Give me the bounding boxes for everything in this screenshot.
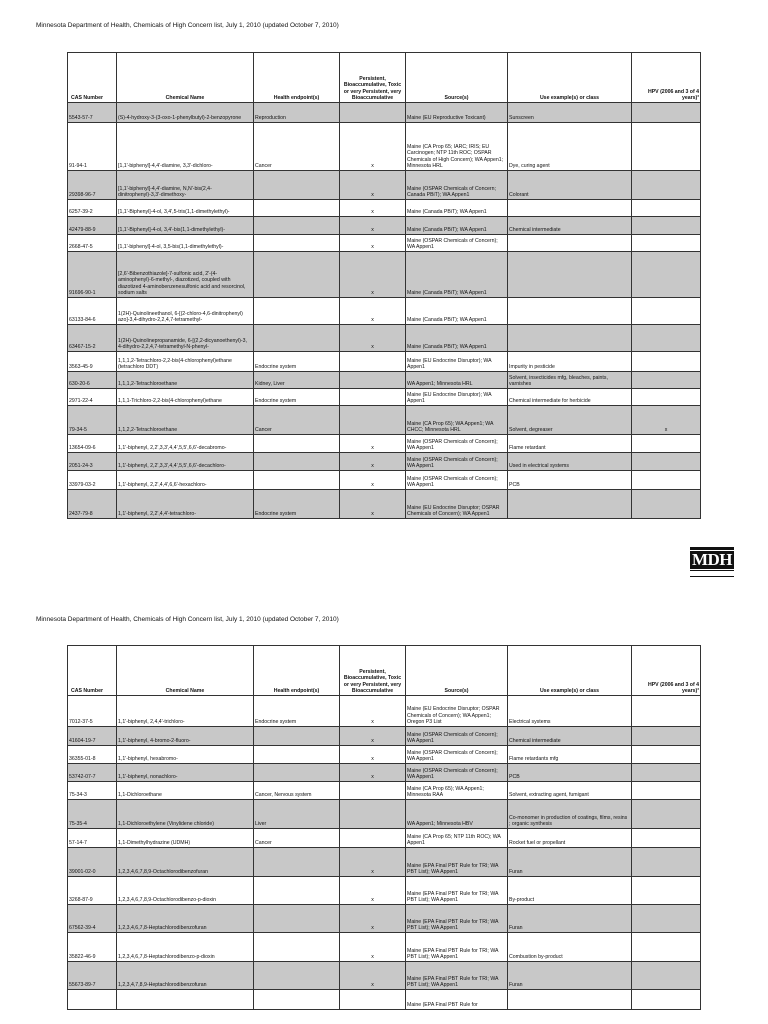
col-sources: Source(s) xyxy=(406,53,508,103)
cell-use-example: Colorant xyxy=(508,171,632,200)
cell-hpv-flag xyxy=(632,696,701,727)
cell-chemical-name: [1,1'-Biphenyl]-4-ol, 3,4',5-tris(1,1-dimethylethyl)- xyxy=(117,200,254,217)
table-row xyxy=(68,696,701,727)
cell-chemical-name: 1,1,2,2-Tetrachloroethane xyxy=(117,406,254,435)
cell-cas-number: 63467-15-2 xyxy=(68,325,117,352)
cell-chemical-name: [2,6'-Bibenzothiazole]-7-sulfonic acid, 2'-(4-aminophenyl)-6-methyl-, diazotized, coupled with diazotized 4-aminobenzenesulfonic acid and resorcinol, sodium salts xyxy=(117,252,254,298)
cell-use-example xyxy=(508,990,632,1010)
cell-cas-number: 42479-88-9 xyxy=(68,217,117,235)
cell-use-example: PCB xyxy=(508,764,632,782)
cell-cas-number: 79-34-5 xyxy=(68,406,117,435)
cell-use-example: PCB xyxy=(508,471,632,490)
cell-hpv-flag xyxy=(632,352,701,372)
cell-pbt-flag: x xyxy=(340,453,406,471)
cell-sources: Maine (EU Endocrine Disruptor); WA Appen1 xyxy=(406,389,508,406)
col-hpv: HPV (2006 and 3 of 4 years)³ xyxy=(632,646,701,696)
cell-health-endpoint xyxy=(254,435,340,453)
cell-sources: WA Appen1; Minnesota HBV xyxy=(406,800,508,829)
cell-health-endpoint xyxy=(254,298,340,325)
cell-hpv-flag xyxy=(632,962,701,990)
cell-chemical-name: (S)-4-hydroxy-3-(3-oxo-1-phenylbutyl)-2-benzopyrone xyxy=(117,103,254,123)
col-sources: Source(s) xyxy=(406,646,508,696)
cell-health-endpoint xyxy=(254,905,340,933)
cell-health-endpoint: Kidney, Liver xyxy=(254,372,340,389)
cell-chemical-name: 1,1,1,2-Tetrachloroethane xyxy=(117,372,254,389)
cell-chemical-name: 1,1'-biphenyl, 2,2',4,4'-tetrachloro- xyxy=(117,490,254,519)
cell-pbt-flag: x xyxy=(340,746,406,764)
cell-use-example: Furan xyxy=(508,962,632,990)
cell-use-example: Flame retardant xyxy=(508,435,632,453)
cell-health-endpoint: Endocrine system xyxy=(254,490,340,519)
cell-use-example: Co-monomer in production of coatings, films, resins ; organic synthesis xyxy=(508,800,632,829)
cell-sources: Maine (OSPAR Chemicals of Concern); WA Appen1 xyxy=(406,764,508,782)
cell-health-endpoint xyxy=(254,252,340,298)
table-row xyxy=(68,471,701,490)
table-row xyxy=(68,933,701,962)
cell-sources: Maine (EU Endocrine Disruptor; OSPAR Chemicals of Concern); WA Appen1 xyxy=(406,490,508,519)
cell-cas-number: 2051-24-3 xyxy=(68,453,117,471)
cell-sources: Maine (CA Prop 65); WA Appen1; Minnesota RAA xyxy=(406,782,508,800)
cell-hpv-flag xyxy=(632,829,701,848)
cell-use-example: Chemical intermediate for herbicide xyxy=(508,389,632,406)
cell-chemical-name: 1,1,1-Trichloro-2,2-bis(4-chlorophenyl)ethane xyxy=(117,389,254,406)
cell-use-example: Solvent, degreaser xyxy=(508,406,632,435)
cell-pbt-flag xyxy=(340,406,406,435)
cell-cas-number: 91-94-1 xyxy=(68,123,117,171)
cell-chemical-name: 1,1'-biphenyl, 4-bromo-2-fluoro- xyxy=(117,727,254,746)
cell-hpv-flag xyxy=(632,905,701,933)
cell-pbt-flag: x xyxy=(340,171,406,200)
table-row xyxy=(68,962,701,990)
table-row xyxy=(68,235,701,252)
cell-cas-number: 35822-46-9 xyxy=(68,933,117,962)
cell-hpv-flag xyxy=(632,171,701,200)
cell-sources: Maine (Canada PBiT); WA Appen1 xyxy=(406,325,508,352)
cell-cas-number: 91696-90-1 xyxy=(68,252,117,298)
logo-subline xyxy=(690,570,734,577)
col-use-examples: Use example(s) or class xyxy=(508,53,632,103)
cell-chemical-name: 1(2H)-Quinolinepropanamide, 6-[(2,2-dicyanoethenyl)-3, 4-dihydro-2,2,4,7-tetramethyl-N-phenyl- xyxy=(117,325,254,352)
cell-sources: Maine (CA Prop 65; IARC; IRIS; EU Carcinogen; NTP 11th ROC; OSPAR Chemicals of High Concern); WA Appen1; Minnesota HRL xyxy=(406,123,508,171)
table-header-row xyxy=(68,646,701,696)
page2-header: Minnesota Department of Health, Chemicals of High Concern list, July 1, 2010 (updated October 7, 2010) xyxy=(36,616,339,623)
cell-sources: Maine (OSPAR Chemicals of Concern); WA Appen1 xyxy=(406,471,508,490)
cell-use-example: Impurity in pesticide xyxy=(508,352,632,372)
page2-table xyxy=(67,645,701,1010)
cell-hpv-flag: x xyxy=(632,406,701,435)
cell-pbt-flag: x xyxy=(340,962,406,990)
mdh-logo xyxy=(690,547,734,577)
cell-use-example: Furan xyxy=(508,905,632,933)
cell-cas-number: 55673-89-7 xyxy=(68,962,117,990)
cell-cas-number: 33979-03-2 xyxy=(68,471,117,490)
cell-health-endpoint xyxy=(254,962,340,990)
page2-table-body xyxy=(68,696,701,1010)
cell-chemical-name: [1,1'-Biphenyl]-4-ol, 3,4'-bis(1,1-dimethylethyl)- xyxy=(117,217,254,235)
table-row xyxy=(68,727,701,746)
cell-use-example: Flame retardants mfg xyxy=(508,746,632,764)
col-pbt: Persistent, Bioaccumulative, Toxic or very Persistent, very Bioaccumulative xyxy=(340,53,406,103)
col-health-endpoints: Health endpoint(s) xyxy=(254,53,340,103)
cell-health-endpoint: Endocrine system xyxy=(254,696,340,727)
cell-sources: Maine (Canada PBiT); WA Appen1 xyxy=(406,217,508,235)
cell-use-example: Electrical systems xyxy=(508,696,632,727)
cell-health-endpoint xyxy=(254,764,340,782)
cell-pbt-flag: x xyxy=(340,877,406,905)
cell-hpv-flag xyxy=(632,325,701,352)
cell-hpv-flag xyxy=(632,471,701,490)
table-row xyxy=(68,453,701,471)
cell-chemical-name: 1,2,3,4,6,7,8,9-Octachlorodibenzo-p-dioxin xyxy=(117,877,254,905)
table-header-row xyxy=(68,53,701,103)
cell-health-endpoint: Cancer xyxy=(254,829,340,848)
cell-health-endpoint xyxy=(254,171,340,200)
cell-sources: Maine (EPA Final PBT Rule for xyxy=(406,990,508,1010)
cell-pbt-flag: x xyxy=(340,471,406,490)
cell-use-example: Used in electrical systems xyxy=(508,453,632,471)
cell-cas-number xyxy=(68,990,117,1010)
cell-sources: Maine (OSPAR Chemicals of Concern; Canada PBiT); WA Appen1 xyxy=(406,171,508,200)
cell-health-endpoint xyxy=(254,235,340,252)
cell-sources: Maine (EPA Final PBT Rule for TRI; WA PBT List); WA Appen1 xyxy=(406,848,508,877)
cell-hpv-flag xyxy=(632,746,701,764)
cell-health-endpoint xyxy=(254,933,340,962)
cell-cas-number: 5543-57-7 xyxy=(68,103,117,123)
table-row xyxy=(68,352,701,372)
cell-sources: Maine (EPA Final PBT Rule for TRI; WA PBT List); WA Appen1 xyxy=(406,962,508,990)
cell-sources: Maine (EU Endocrine Disruptor); WA Appen1 xyxy=(406,352,508,372)
cell-hpv-flag xyxy=(632,435,701,453)
cell-use-example xyxy=(508,325,632,352)
table-row xyxy=(68,171,701,200)
cell-hpv-flag xyxy=(632,453,701,471)
cell-pbt-flag: x xyxy=(340,123,406,171)
table-row xyxy=(68,782,701,800)
cell-use-example: Furan xyxy=(508,848,632,877)
table-row xyxy=(68,435,701,453)
cell-pbt-flag xyxy=(340,352,406,372)
table-row xyxy=(68,103,701,123)
cell-chemical-name: [1,1'-biphenyl]-4-ol, 3,5-bis(1,1-dimethylethyl)- xyxy=(117,235,254,252)
cell-cas-number: 3563-45-9 xyxy=(68,352,117,372)
cell-chemical-name: 1,2,3,4,6,7,8-Heptachlorodibenzo-p-dioxin xyxy=(117,933,254,962)
cell-use-example: Combustion by-product xyxy=(508,933,632,962)
cell-hpv-flag xyxy=(632,235,701,252)
cell-use-example: By-product xyxy=(508,877,632,905)
cell-pbt-flag: x xyxy=(340,933,406,962)
cell-cas-number: 2971-22-4 xyxy=(68,389,117,406)
cell-cas-number: 57-14-7 xyxy=(68,829,117,848)
cell-chemical-name: 1,1'-biphenyl, 2,2',3,3',4,4',5,5',6,6'-decachloro- xyxy=(117,453,254,471)
cell-chemical-name: 1,2,3,4,6,7,8-Heptachlorodibenzofuran xyxy=(117,905,254,933)
cell-pbt-flag: x xyxy=(340,200,406,217)
cell-use-example: Chemical intermediate xyxy=(508,217,632,235)
cell-health-endpoint xyxy=(254,217,340,235)
cell-cas-number: 39001-02-0 xyxy=(68,848,117,877)
cell-hpv-flag xyxy=(632,252,701,298)
table-row xyxy=(68,200,701,217)
cell-hpv-flag xyxy=(632,848,701,877)
cell-use-example xyxy=(508,490,632,519)
cell-hpv-flag xyxy=(632,217,701,235)
cell-pbt-flag: x xyxy=(340,905,406,933)
cell-use-example: Dye, curing agent xyxy=(508,123,632,171)
cell-cas-number: 13654-09-6 xyxy=(68,435,117,453)
cell-sources: Maine (EU Reproductive Toxicant) xyxy=(406,103,508,123)
cell-health-endpoint xyxy=(254,453,340,471)
col-pbt: Persistent, Bioaccumulative, Toxic or very Persistent, very Bioaccumulative xyxy=(340,646,406,696)
cell-health-endpoint xyxy=(254,325,340,352)
cell-health-endpoint: Cancer xyxy=(254,123,340,171)
cell-pbt-flag: x xyxy=(340,325,406,352)
cell-pbt-flag xyxy=(340,372,406,389)
page1-table xyxy=(67,52,701,519)
cell-cas-number: 63133-84-6 xyxy=(68,298,117,325)
cell-health-endpoint xyxy=(254,990,340,1010)
table-row xyxy=(68,905,701,933)
cell-sources: Maine (EU Endocrine Disruptor; OSPAR Chemicals of Concern); WA Appen1; Oregon P3 List xyxy=(406,696,508,727)
page1-table-body xyxy=(68,103,701,519)
cell-health-endpoint: Reproduction xyxy=(254,103,340,123)
cell-sources: Maine (OSPAR Chemicals of Concern); WA Appen1 xyxy=(406,435,508,453)
cell-hpv-flag xyxy=(632,103,701,123)
col-chemical-name: Chemical Name xyxy=(117,646,254,696)
cell-use-example xyxy=(508,252,632,298)
table-row xyxy=(68,829,701,848)
table-row xyxy=(68,123,701,171)
cell-hpv-flag xyxy=(632,123,701,171)
cell-cas-number: 6257-39-2 xyxy=(68,200,117,217)
cell-cas-number: 36355-01-8 xyxy=(68,746,117,764)
table-row xyxy=(68,406,701,435)
cell-chemical-name xyxy=(117,990,254,1010)
table-row xyxy=(68,298,701,325)
cell-chemical-name: 1,1'-biphenyl, hexabromo- xyxy=(117,746,254,764)
col-health-endpoints: Health endpoint(s) xyxy=(254,646,340,696)
cell-health-endpoint xyxy=(254,471,340,490)
cell-chemical-name: 1,2,3,4,7,8,9-Heptachlorodibenzofuran xyxy=(117,962,254,990)
cell-sources: Maine (OSPAR Chemicals of Concern); WA Appen1 xyxy=(406,746,508,764)
cell-hpv-flag xyxy=(632,933,701,962)
cell-chemical-name: 1,1-Dichloroethane xyxy=(117,782,254,800)
cell-cas-number: 3268-87-9 xyxy=(68,877,117,905)
cell-pbt-flag: x xyxy=(340,696,406,727)
cell-pbt-flag: x xyxy=(340,217,406,235)
table-row xyxy=(68,746,701,764)
cell-use-example: Chemical intermediate xyxy=(508,727,632,746)
cell-hpv-flag xyxy=(632,782,701,800)
cell-pbt-flag xyxy=(340,829,406,848)
table-row xyxy=(68,764,701,782)
cell-pbt-flag xyxy=(340,800,406,829)
cell-hpv-flag xyxy=(632,877,701,905)
cell-chemical-name: 1,1'-biphenyl, 2,4,4'-trichloro- xyxy=(117,696,254,727)
cell-sources: Maine (OSPAR Chemicals of Concern); WA Appen1 xyxy=(406,453,508,471)
cell-sources: Maine (Canada PBiT); WA Appen1 xyxy=(406,298,508,325)
cell-sources: Maine (EPA Final PBT Rule for TRI; WA PBT List); WA Appen1 xyxy=(406,877,508,905)
cell-pbt-flag: x xyxy=(340,848,406,877)
cell-cas-number: 630-20-6 xyxy=(68,372,117,389)
cell-use-example: Solvent, extracting agent, fumigant xyxy=(508,782,632,800)
cell-health-endpoint: Cancer, Nervous system xyxy=(254,782,340,800)
cell-chemical-name: 1,1-Dichloroethylene (Vinylidene chloride) xyxy=(117,800,254,829)
cell-pbt-flag: x xyxy=(340,727,406,746)
cell-use-example: Solvent, insecticides mfg, bleaches, paints, varnishes xyxy=(508,372,632,389)
cell-sources: Maine (OSPAR Chemicals of Concern); WA Appen1 xyxy=(406,727,508,746)
cell-sources: Maine (EPA Final PBT Rule for TRI; WA PBT List); WA Appen1 xyxy=(406,933,508,962)
cell-use-example: Sunscreen xyxy=(508,103,632,123)
cell-health-endpoint: Endocrine system xyxy=(254,389,340,406)
cell-health-endpoint xyxy=(254,200,340,217)
cell-health-endpoint xyxy=(254,746,340,764)
cell-hpv-flag xyxy=(632,200,701,217)
cell-cas-number: 2437-79-8 xyxy=(68,490,117,519)
col-hpv: HPV (2006 and 3 of 4 years)³ xyxy=(632,53,701,103)
cell-chemical-name: [1,1'-biphenyl]-4,4'-diamine, N,N'-bis(2,4-dinitrophenyl)-3,3'-dimethoxy- xyxy=(117,171,254,200)
col-chemical-name: Chemical Name xyxy=(117,53,254,103)
cell-cas-number: 53742-07-7 xyxy=(68,764,117,782)
cell-cas-number: 41604-19-7 xyxy=(68,727,117,746)
cell-pbt-flag xyxy=(340,389,406,406)
table-row xyxy=(68,389,701,406)
cell-chemical-name: 1,1'-biphenyl, 2,2',4,4',6,6'-hexachloro- xyxy=(117,471,254,490)
cell-cas-number: 2668-47-5 xyxy=(68,235,117,252)
cell-chemical-name: 1,1'-biphenyl, nonachloro- xyxy=(117,764,254,782)
cell-use-example: Rocket fuel or propellant xyxy=(508,829,632,848)
cell-pbt-flag: x xyxy=(340,764,406,782)
table-row xyxy=(68,490,701,519)
cell-cas-number: 75-34-3 xyxy=(68,782,117,800)
cell-sources: Maine (EPA Final PBT Rule for TRI; WA PBT List); WA Appen1 xyxy=(406,905,508,933)
cell-hpv-flag xyxy=(632,490,701,519)
cell-sources: Maine (Canada PBiT); WA Appen1 xyxy=(406,200,508,217)
cell-sources: Maine (Canada PBiT); WA Appen1 xyxy=(406,252,508,298)
table-row xyxy=(68,990,701,1010)
cell-cas-number: 29398-96-7 xyxy=(68,171,117,200)
cell-pbt-flag xyxy=(340,990,406,1010)
logo-text: MDH xyxy=(691,550,733,569)
cell-hpv-flag xyxy=(632,389,701,406)
cell-health-endpoint: Endocrine system xyxy=(254,352,340,372)
cell-use-example xyxy=(508,235,632,252)
cell-chemical-name: 1,1-Dimethylhydrazine (UDMH) xyxy=(117,829,254,848)
cell-cas-number: 67562-39-4 xyxy=(68,905,117,933)
cell-health-endpoint xyxy=(254,727,340,746)
cell-use-example xyxy=(508,200,632,217)
cell-health-endpoint: Cancer xyxy=(254,406,340,435)
cell-health-endpoint xyxy=(254,877,340,905)
cell-pbt-flag: x xyxy=(340,298,406,325)
cell-pbt-flag: x xyxy=(340,490,406,519)
cell-sources: WA Appen1; Minnesota HRL xyxy=(406,372,508,389)
cell-pbt-flag: x xyxy=(340,435,406,453)
cell-pbt-flag: x xyxy=(340,252,406,298)
cell-use-example xyxy=(508,298,632,325)
cell-pbt-flag: x xyxy=(340,235,406,252)
cell-sources: Maine (CA Prop 65; NTP 11th ROC); WA Appen1 xyxy=(406,829,508,848)
cell-chemical-name: 1,1,1,2-Tetrachloro-2,2-bis(4-chlorophenyl)ethane (tetrachloro DDT) xyxy=(117,352,254,372)
cell-chemical-name: 1,2,3,4,6,7,8,9-Octachlorodibenzofuran xyxy=(117,848,254,877)
cell-hpv-flag xyxy=(632,727,701,746)
table-row xyxy=(68,848,701,877)
table-row xyxy=(68,372,701,389)
table-row xyxy=(68,800,701,829)
cell-chemical-name: 1(2H)-Quinolineethanol, 6-[(2-chloro-4,6-dinitrophenyl) azo]-3,4-dihydro-2,2,4,7-tetramethyl- xyxy=(117,298,254,325)
cell-hpv-flag xyxy=(632,990,701,1010)
cell-health-endpoint xyxy=(254,848,340,877)
cell-hpv-flag xyxy=(632,800,701,829)
col-use-examples: Use example(s) or class xyxy=(508,646,632,696)
cell-chemical-name: [1,1'-biphenyl]-4,4'-diamine, 3,3'-dichloro- xyxy=(117,123,254,171)
table-row xyxy=(68,877,701,905)
cell-chemical-name: 1,1'-biphenyl, 2,2',3,3',4,4',5,5',6,6'-decabromo- xyxy=(117,435,254,453)
cell-pbt-flag xyxy=(340,782,406,800)
table-row xyxy=(68,325,701,352)
cell-sources: Maine (CA Prop 65); WA Appen1; WA CHCC; Minnesota HRL xyxy=(406,406,508,435)
cell-cas-number: 7012-37-5 xyxy=(68,696,117,727)
table-row xyxy=(68,217,701,235)
page1-header: Minnesota Department of Health, Chemicals of High Concern list, July 1, 2010 (updated October 7, 2010) xyxy=(36,22,339,29)
col-cas-number: CAS Number xyxy=(68,646,117,696)
cell-hpv-flag xyxy=(632,298,701,325)
cell-hpv-flag xyxy=(632,764,701,782)
cell-hpv-flag xyxy=(632,372,701,389)
cell-pbt-flag xyxy=(340,103,406,123)
col-cas-number: CAS Number xyxy=(68,53,117,103)
table-row xyxy=(68,252,701,298)
cell-sources: Maine (OSPAR Chemicals of Concern); WA Appen1 xyxy=(406,235,508,252)
cell-health-endpoint: Liver xyxy=(254,800,340,829)
cell-cas-number: 75-35-4 xyxy=(68,800,117,829)
